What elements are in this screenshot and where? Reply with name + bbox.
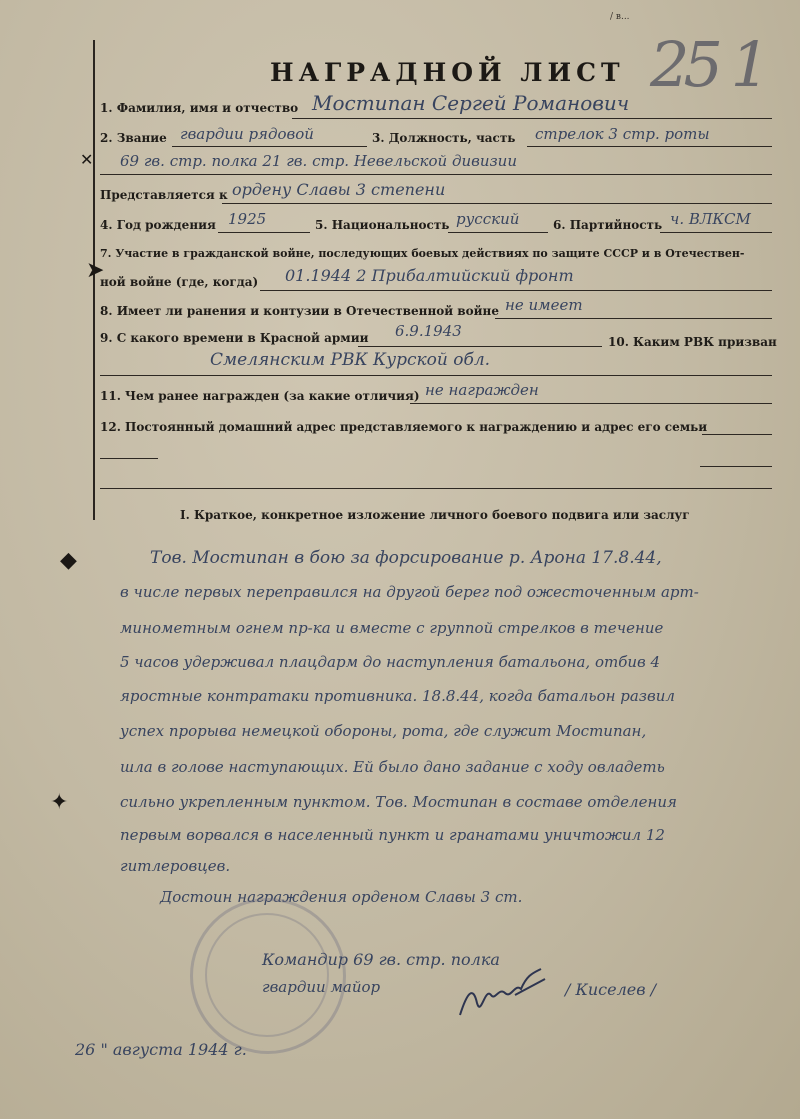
margin-arrow-mark: ➤ bbox=[86, 258, 105, 283]
section-title: I. Краткое, конкретное изложение личного боевого подвига или заслуг bbox=[180, 508, 690, 522]
field-1-value: Мостипан Сергей Романович bbox=[312, 91, 630, 115]
blank-rule-1 bbox=[100, 458, 158, 459]
narrative-line: 5 часов удерживал плацдарм до наступления батальона, отбив 4 bbox=[120, 653, 661, 671]
present-rule bbox=[222, 203, 772, 204]
commander-line1: Командир 69 гв. стр. полка bbox=[262, 950, 500, 969]
field-3-label: 3. Должность, часть bbox=[372, 131, 516, 145]
field-12-label: 12. Постоянный домашний адрес представляемого к награждению и адрес его семьи bbox=[100, 420, 708, 434]
field-5-rule bbox=[448, 232, 548, 233]
field-6-value: ч. ВЛКСМ bbox=[670, 210, 751, 228]
field-2-value: гвардии рядовой bbox=[180, 125, 314, 143]
field-7-label-line2: ной войне (где, когда) bbox=[100, 275, 259, 289]
page-title: НАГРАДНОЙ ЛИСТ bbox=[270, 58, 625, 87]
field-8-label: 8. Имеет ли ранения и контузии в Отечественной войне bbox=[100, 304, 499, 318]
field-9-value: 6.9.1943 bbox=[395, 322, 462, 340]
field-7-label-line1: 7. Участие в гражданской войне, последующих боевых действиях по защите СССР и в Отечествен- bbox=[100, 247, 745, 260]
field-10-label: 10. Каким РВК призван bbox=[608, 335, 777, 349]
narrative-line: Тов. Мостипан в бою за форсирование р. Арона 17.8.44, bbox=[150, 548, 662, 568]
signature-name: / Киселев / bbox=[565, 980, 657, 999]
field-2-label: 2. Звание bbox=[100, 131, 167, 145]
field-11-value: не награжден bbox=[425, 381, 539, 399]
field-6-rule bbox=[660, 232, 772, 233]
field-9-rule bbox=[358, 346, 602, 347]
field-10-rule bbox=[100, 375, 772, 376]
field-2-rule bbox=[172, 146, 367, 147]
unit-rule bbox=[100, 174, 772, 175]
margin-mark-3: ✦ bbox=[50, 790, 69, 815]
narrative-line: минометным огнем пр-ка и вместе с группой стрелков в течение bbox=[120, 619, 664, 637]
stamp bbox=[190, 898, 346, 1054]
margin-mark-2: ◆ bbox=[60, 548, 77, 573]
narrative-line: сильно укрепленным пунктом. Тов. Мостипан в составе отделения bbox=[120, 793, 677, 811]
commander-line2: гвардии майор bbox=[262, 978, 381, 996]
present-value: ордену Славы 3 степени bbox=[232, 180, 446, 199]
date: 26 " августа 1944 г. bbox=[75, 1040, 247, 1059]
field-1-rule bbox=[292, 118, 772, 119]
signature-scribble bbox=[455, 965, 550, 1025]
narrative-line: первым ворвался в населенный пункт и гранатами уничтожил 12 bbox=[120, 826, 665, 844]
margin-mark: ✕ bbox=[80, 150, 94, 169]
field-5-value: русский bbox=[456, 210, 520, 228]
conclusion: Достоин награждения орденом Славы 3 ст. bbox=[160, 888, 523, 906]
field-4-rule bbox=[218, 232, 310, 233]
narrative-line: яростные контратаки противника. 18.8.44, когда батальон развил bbox=[120, 687, 675, 705]
present-label: Представляется к bbox=[100, 188, 228, 202]
field-11-rule bbox=[410, 403, 772, 404]
blank-rule-2 bbox=[700, 466, 772, 467]
field-8-rule bbox=[495, 318, 772, 319]
field-8-value: не имеет bbox=[505, 296, 583, 314]
narrative-line: в числе первых переправился на другой берег под ожесточенным арт- bbox=[120, 583, 699, 601]
field-12-rule bbox=[702, 434, 772, 435]
archive-number: 25 1 bbox=[650, 28, 765, 101]
field-7-value: 01.1944 2 Прибалтийский фронт bbox=[285, 266, 574, 285]
field-6-label: 6. Партийность bbox=[553, 218, 663, 232]
unit-value: 69 гв. стр. полка 21 гв. стр. Невельской дивизии bbox=[120, 152, 518, 170]
blank-rule-3 bbox=[100, 488, 772, 489]
field-9-label: 9. С какого времени в Красной армии bbox=[100, 331, 369, 345]
narrative-line: шла в голове наступающих. Ей было дано задание с ходу овладеть bbox=[120, 758, 665, 776]
narrative-line: успех прорыва немецкой обороны, рота, где служит Мостипан, bbox=[120, 722, 647, 740]
field-3-value: стрелок 3 стр. роты bbox=[535, 125, 710, 143]
field-5-label: 5. Национальность bbox=[315, 218, 450, 232]
field-4-value: 1925 bbox=[228, 210, 267, 228]
top-corner-note: / в... bbox=[610, 12, 630, 22]
field-1-label: 1. Фамилия, имя и отчество bbox=[100, 101, 299, 115]
field-7-rule bbox=[260, 290, 772, 291]
field-4-label: 4. Год рождения bbox=[100, 218, 216, 232]
narrative-line: гитлеровцев. bbox=[120, 857, 231, 875]
field-3-rule bbox=[527, 146, 772, 147]
field-10-value: Смелянским РВК Курской обл. bbox=[210, 350, 491, 370]
field-11-label: 11. Чем ранее награжден (за какие отличия) bbox=[100, 389, 420, 403]
